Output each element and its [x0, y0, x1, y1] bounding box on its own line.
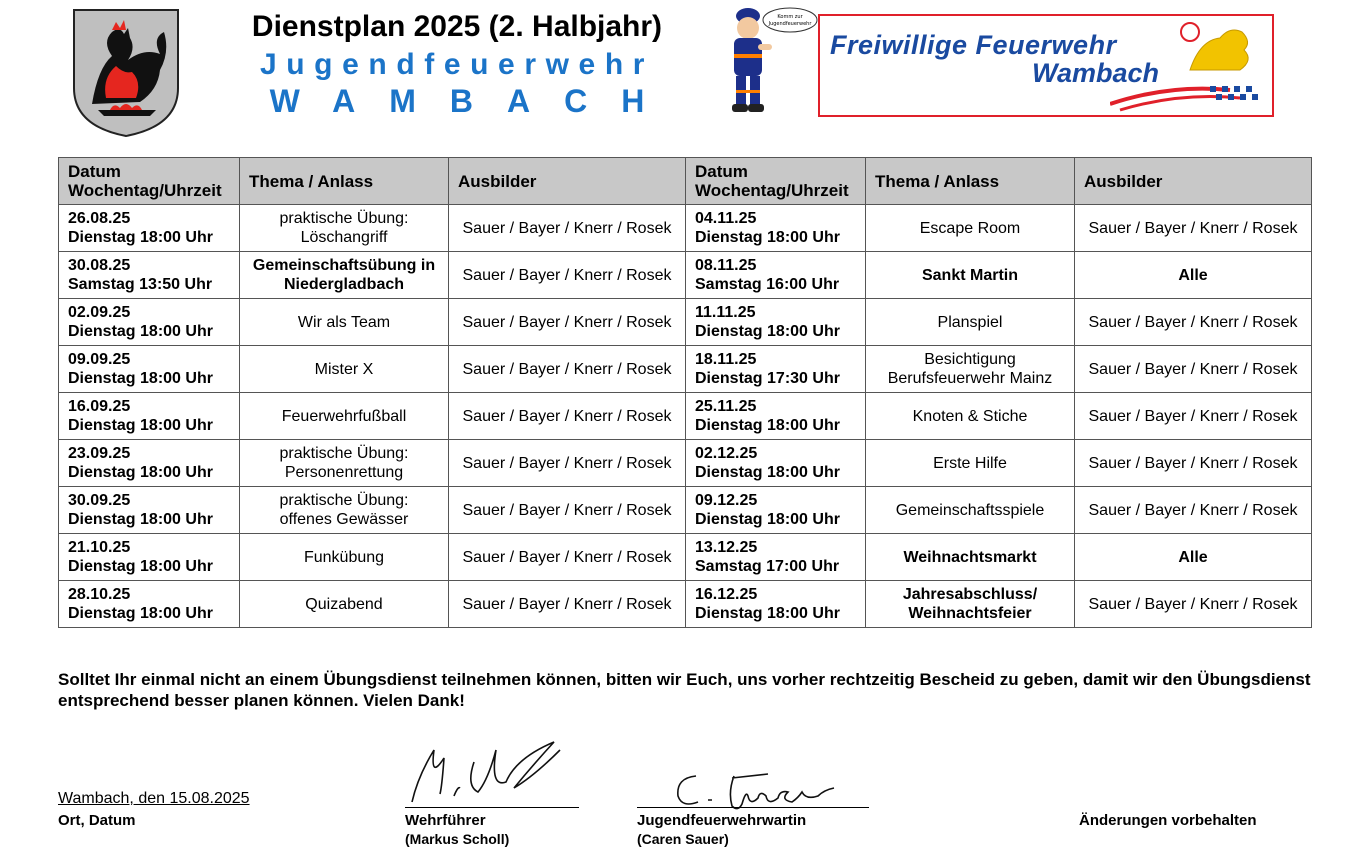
trainer-cell: Sauer / Bayer / Knerr / Rosek — [449, 487, 686, 534]
signature-line-jugendwartin — [637, 807, 869, 808]
topic-cell: Funkübung — [240, 534, 449, 581]
schedule-table — [58, 157, 1312, 628]
trainer-cell: Sauer / Bayer / Knerr / Rosek — [449, 299, 686, 346]
signature-scholl — [404, 736, 569, 808]
topic-cell: Quizabend — [240, 581, 449, 628]
wehrfuehrer-label: Wehrführer — [405, 812, 486, 829]
date-cell: 04.11.25 Dienstag 18:00 Uhr — [686, 205, 866, 252]
trainer-cell: Sauer / Bayer / Knerr / Rosek — [449, 534, 686, 581]
trainer-cell: Sauer / Bayer / Knerr / Rosek — [449, 581, 686, 628]
topic-cell: Wir als Team — [240, 299, 449, 346]
header-trainer: Ausbilder — [449, 158, 686, 205]
table-row — [59, 299, 1312, 346]
wambach-coat-of-arms — [72, 8, 180, 138]
date-cell: 26.08.25 Dienstag 18:00 Uhr — [59, 205, 240, 252]
topic-cell: Besichtigung Berufsfeuerwehr Mainz — [866, 346, 1075, 393]
topic-cell: praktische Übung: Personenrettung — [240, 440, 449, 487]
trainer-cell: Sauer / Bayer / Knerr / Rosek — [449, 393, 686, 440]
date-cell: 02.12.25 Dienstag 18:00 Uhr — [686, 440, 866, 487]
date-cell: 25.11.25 Dienstag 18:00 Uhr — [686, 393, 866, 440]
date-cell: 13.12.25 Samstag 17:00 Uhr — [686, 534, 866, 581]
header-date: Datum Wochentag/Uhrzeit — [686, 158, 866, 205]
table-row — [59, 581, 1312, 628]
table-row — [59, 205, 1312, 252]
date-cell: 09.09.25 Dienstag 18:00 Uhr — [59, 346, 240, 393]
trainer-cell: Sauer / Bayer / Knerr / Rosek — [449, 205, 686, 252]
table-row — [59, 487, 1312, 534]
trainer-cell: Sauer / Bayer / Knerr / Rosek — [1075, 346, 1312, 393]
topic-cell: Feuerwehrfußball — [240, 393, 449, 440]
topic-cell: praktische Übung: Löschangriff — [240, 205, 449, 252]
trainer-cell: Sauer / Bayer / Knerr / Rosek — [449, 252, 686, 299]
table-row — [59, 534, 1312, 581]
date-cell: 16.12.25 Dienstag 18:00 Uhr — [686, 581, 866, 628]
date-cell: 02.09.25 Dienstag 18:00 Uhr — [59, 299, 240, 346]
page-title: Dienstplan 2025 (2. Halbjahr) — [251, 10, 663, 43]
place-date-label: Ort, Datum — [58, 812, 136, 829]
jugendwartin-label: Jugendfeuerwehrwartin — [637, 812, 807, 829]
table-row — [59, 346, 1312, 393]
trainer-cell: Sauer / Bayer / Knerr / Rosek — [449, 440, 686, 487]
firefighter-mascot — [718, 4, 818, 116]
signature-line-wehrfuehrer — [405, 807, 579, 808]
topic-cell: praktische Übung: offenes Gewässer — [240, 487, 449, 534]
topic-cell: Gemeinschaftsübung in Niedergladbach — [240, 252, 449, 299]
topic-cell: Planspiel — [866, 299, 1075, 346]
topic-cell: Weihnachtsmarkt — [866, 534, 1075, 581]
date-cell: 18.11.25 Dienstag 17:30 Uhr — [686, 346, 866, 393]
table-row — [59, 252, 1312, 299]
notice-text: Solltet Ihr einmal nicht an einem Übungsdienst teilnehmen können, bitten wir Euch, uns vorher rechtzeitig Bescheid zu geben, damit wir den Übungsdienst entsprechend besser planen können. Vielen Dank! — [58, 670, 1311, 710]
signature-sauer — [668, 766, 848, 812]
date-cell: 16.09.25 Dienstag 18:00 Uhr — [59, 393, 240, 440]
topic-cell: Erste Hilfe — [866, 440, 1075, 487]
date-cell: 23.09.25 Dienstag 18:00 Uhr — [59, 440, 240, 487]
trainer-cell: Sauer / Bayer / Knerr / Rosek — [1075, 487, 1312, 534]
trainer-cell: Alle — [1075, 534, 1312, 581]
topic-cell: Gemeinschaftsspiele — [866, 487, 1075, 534]
date-cell: 09.12.25 Dienstag 18:00 Uhr — [686, 487, 866, 534]
trainer-cell: Alle — [1075, 252, 1312, 299]
disclaimer: Änderungen vorbehalten — [1079, 812, 1257, 829]
trainer-cell: Sauer / Bayer / Knerr / Rosek — [1075, 581, 1312, 628]
subtitle-wambach: WAMBACH — [269, 83, 679, 119]
wehrfuehrer-name: (Markus Scholl) — [405, 831, 510, 847]
header-date: Datum Wochentag/Uhrzeit — [59, 158, 240, 205]
header-topic: Thema / Anlass — [866, 158, 1075, 205]
table-row — [59, 393, 1312, 440]
table-header-row — [59, 158, 1312, 205]
mascot-bubble-line2: Jugendfeuerwehr — [768, 21, 812, 27]
topic-cell: Escape Room — [866, 205, 1075, 252]
jugendwartin-name: (Caren Sauer) — [637, 831, 729, 847]
trainer-cell: Sauer / Bayer / Knerr / Rosek — [1075, 205, 1312, 252]
date-cell: 30.08.25 Samstag 13:50 Uhr — [59, 252, 240, 299]
topic-cell: Mister X — [240, 346, 449, 393]
header-topic: Thema / Anlass — [240, 158, 449, 205]
trainer-cell: Sauer / Bayer / Knerr / Rosek — [1075, 440, 1312, 487]
trainer-cell: Sauer / Bayer / Knerr / Rosek — [1075, 393, 1312, 440]
mascot-bubble-line1: Komm zur — [777, 14, 803, 20]
topic-cell: Knoten & Stiche — [866, 393, 1075, 440]
header-trainer: Ausbilder — [1075, 158, 1312, 205]
date-cell: 11.11.25 Dienstag 18:00 Uhr — [686, 299, 866, 346]
date-cell: 08.11.25 Samstag 16:00 Uhr — [686, 252, 866, 299]
date-cell: 21.10.25 Dienstag 18:00 Uhr — [59, 534, 240, 581]
table-row — [59, 440, 1312, 487]
date-cell: 30.09.25 Dienstag 18:00 Uhr — [59, 487, 240, 534]
trainer-cell: Sauer / Bayer / Knerr / Rosek — [1075, 299, 1312, 346]
logo-text-line1: Freiwillige Feuerwehr — [830, 30, 1117, 60]
topic-cell: Sankt Martin — [866, 252, 1075, 299]
date-cell: 28.10.25 Dienstag 18:00 Uhr — [59, 581, 240, 628]
trainer-cell: Sauer / Bayer / Knerr / Rosek — [449, 346, 686, 393]
lion-icon — [1180, 20, 1260, 74]
place-date: Wambach, den 15.08.2025 — [58, 790, 250, 807]
logo-text-line2: Wambach — [1032, 58, 1160, 88]
topic-cell: Jahresabschluss/ Weihnachtsfeier — [866, 581, 1075, 628]
subtitle-jugendfeuerwehr: Jugendfeuerwehr — [259, 48, 655, 81]
freiwillige-feuerwehr-logo — [818, 14, 1274, 117]
